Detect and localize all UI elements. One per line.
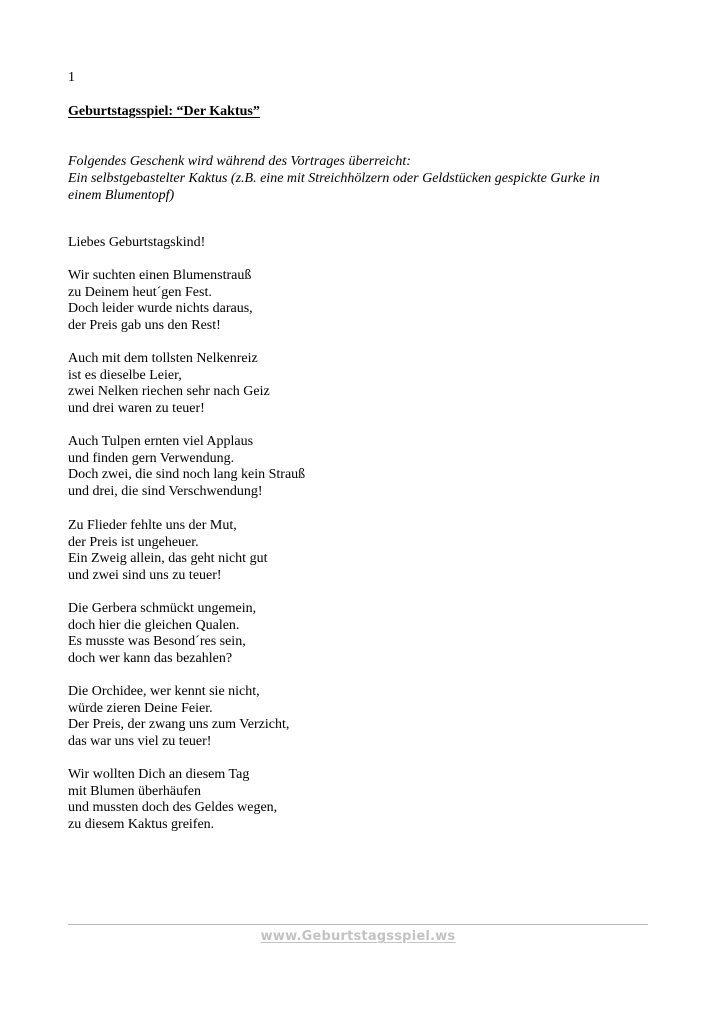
verse-line: Die Orchidee, wer kennt sie nicht,: [68, 684, 260, 699]
intro-line: Ein selbstgebastelter Kaktus (z.B. eine mit Streichhölzern oder Geldstücken gespickte Gurke in: [68, 171, 600, 186]
verse-line: zu diesem Kaktus greifen.: [68, 817, 215, 833]
verse-line: Es musste was Besond´res sein,: [68, 634, 246, 650]
verse-line: Auch Tulpen ernten viel Applaus: [68, 434, 254, 449]
stanza: [68, 518, 267, 585]
stanza: [68, 767, 277, 834]
verse-line: doch hier die gleichen Qualen.: [68, 617, 240, 633]
verse-line: und mussten doch des Geldes wegen,: [68, 800, 278, 816]
verse-line: Wir suchten einen Blumenstrauß: [68, 268, 252, 283]
intro-line: einem Blumentopf): [68, 188, 175, 203]
intro-line: Folgendes Geschenk wird während des Vortrages überreicht:: [68, 154, 411, 169]
verse-line: Wir wollten Dich an diesem Tag: [68, 767, 250, 782]
verse-line: zwei Nelken riechen sehr nach Geiz: [68, 384, 270, 400]
verse-line: zu Deinem heut´gen Fest.: [68, 284, 212, 300]
stanza: [68, 351, 270, 418]
verse-line: und zwei sind uns zu teuer!: [68, 568, 222, 584]
page-title: Geburtstagsspiel: “Der Kaktus”: [68, 104, 260, 119]
verse-line: würde zieren Deine Feier.: [68, 700, 213, 716]
verse-line: doch wer kann das bezahlen?: [68, 651, 233, 667]
verse-line: Zu Flieder fehlte uns der Mut,: [68, 518, 237, 533]
page-number: 1: [68, 70, 75, 85]
verse-line: mit Blumen überhäufen: [68, 783, 201, 799]
stanza: [68, 601, 256, 668]
verse-line: der Preis ist ungeheuer.: [68, 534, 199, 550]
footer-divider: [68, 924, 648, 925]
stanza: [68, 684, 289, 751]
verse-line: Auch mit dem tollsten Nelkenreiz: [68, 351, 258, 366]
footer-website-link[interactable]: www.Geburtstagsspiel.ws: [260, 929, 456, 944]
verse-line: ist es dieselbe Leier,: [68, 367, 182, 383]
verse-line: Ein Zweig allein, das geht nicht gut: [68, 551, 268, 567]
verse-line: Der Preis, der zwang uns zum Verzicht,: [68, 717, 290, 733]
verse-line: und drei waren zu teuer!: [68, 401, 205, 417]
stanza: [68, 268, 253, 335]
verse-line: und finden gern Verwendung.: [68, 450, 235, 466]
verse-line: das war uns viel zu teuer!: [68, 734, 212, 750]
verse-line: Doch leider wurde nichts daraus,: [68, 301, 253, 317]
verse-line: der Preis gab uns den Rest!: [68, 318, 221, 334]
intro-note: [68, 153, 648, 204]
verse-line: Doch zwei, die sind noch lang kein Strauß: [68, 467, 306, 483]
stanza: [68, 434, 305, 501]
verse-line: und drei, die sind Verschwendung!: [68, 484, 263, 500]
verse-line: Die Gerbera schmückt ungemein,: [68, 601, 257, 616]
greeting: Liebes Geburtstagskind!: [68, 235, 206, 250]
